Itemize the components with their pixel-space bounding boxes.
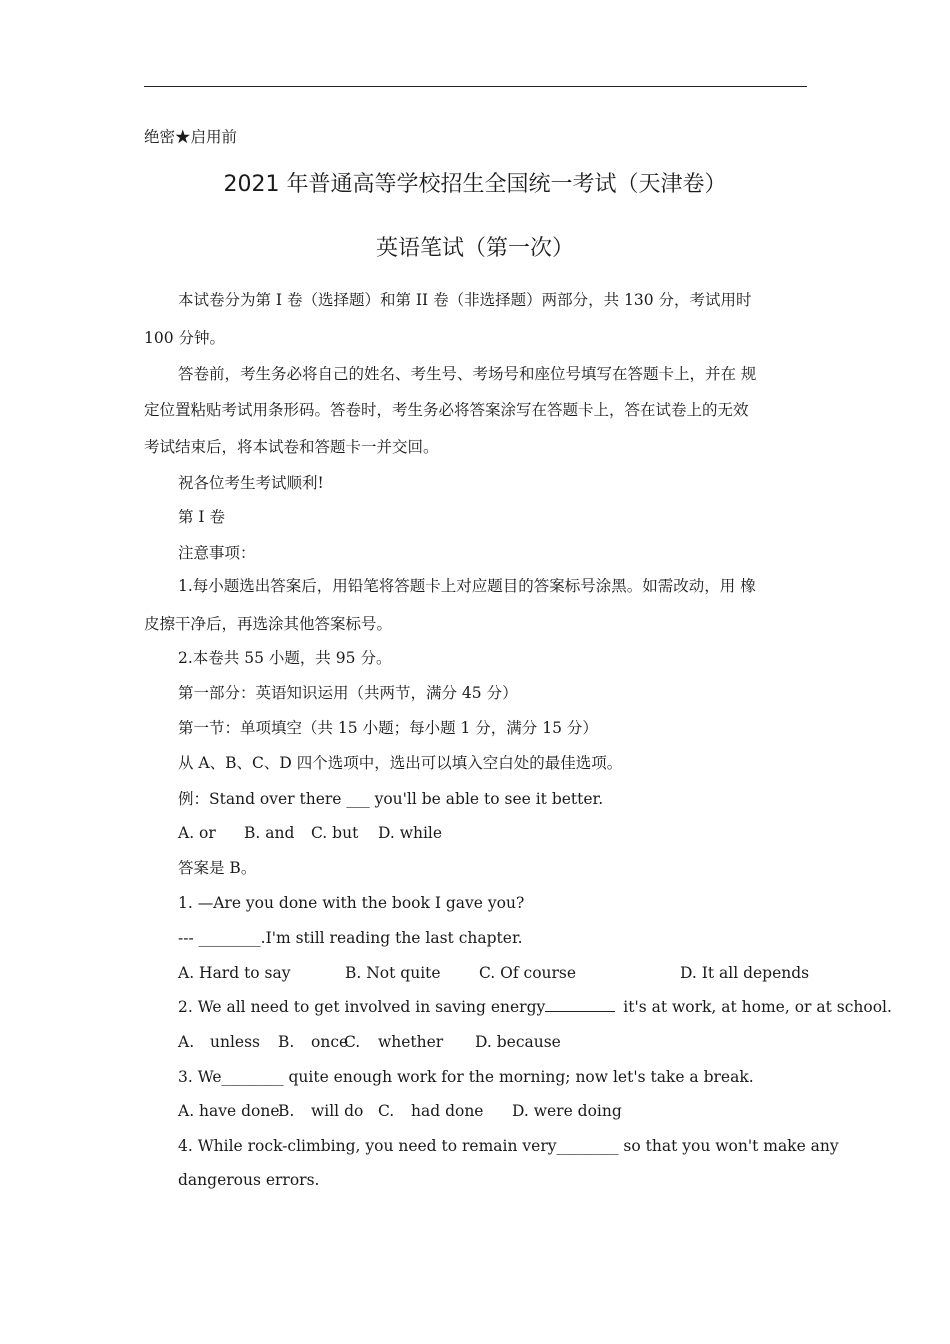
part-heading: 第一部分：英语知识运用（共两节，满分 45 分） [178,684,518,702]
question-option: will do [311,1102,364,1120]
intro-line: 定位置粘贴考试用条形码。答卷时，考生务必将答案涂写在答题卡上，答在试卷上的无效 [144,401,749,419]
question-option: B. Not quite [345,964,441,982]
question-option: D. because [475,1033,561,1051]
section-heading: 第一节：单项填空（共 15 小题；每小题 1 分，满分 15 分） [178,719,598,737]
question-option: A. have done [178,1102,280,1120]
answer-blank [545,997,615,1012]
notice-item: 皮擦干净后，再选涂其他答案标号。 [144,615,393,633]
question-option: B. [278,1033,295,1051]
volume-label: 第 I 卷 [178,508,225,526]
example-stem: 例：Stand over there ___ you'll be able to see it better. [178,790,604,808]
question-option: C. [378,1102,395,1120]
header-rule [144,86,807,87]
question-stem-after: it's at work, at home, or at school. [623,998,892,1016]
instruction-text: 从 A、B、C、D 四个选项中，选出可以填入空白处的最佳选项。 [178,754,623,772]
intro-line: 本试卷分为第 I 卷（选择题）和第 II 卷（非选择题）两部分，共 130 分，考试用时 [178,291,752,309]
question-stem [178,997,892,1017]
wish-text: 祝各位考生考试顺利! [178,474,324,492]
question-stem: dangerous errors. [178,1171,320,1189]
question-option: whether [378,1033,444,1051]
question-option: D. were doing [512,1102,622,1120]
example-option: B. and [244,824,295,842]
question-option: C. Of course [479,964,577,982]
example-answer: 答案是 B。 [178,859,257,877]
notice-heading: 注意事项： [178,544,256,562]
question-option: C. [344,1033,361,1051]
question-option: D. It all depends [680,964,810,982]
question-stem: 3. We________ quite enough work for the morning; now let's take a break. [178,1068,754,1086]
question-option: B. [278,1102,295,1120]
question-option: unless [210,1033,261,1051]
question-stem-before: 2. We all need to get involved in saving energy [178,998,546,1016]
intro-line: 100 分钟。 [144,329,226,347]
example-option: C. but [311,824,359,842]
notice-item: 1.每小题选出答案后，用铅笔将答题卡上对应题目的答案标号涂黑。如需改动，用 橡 [178,577,756,595]
question-option: once [311,1033,349,1051]
intro-line: 考试结束后，将本试卷和答题卡一并交回。 [144,438,439,456]
question-option: A. Hard to say [178,964,291,982]
exam-subtitle: 英语笔试（第一次） [375,236,574,261]
question-stem: 1. —Are you done with the book I gave you? [178,894,525,912]
secret-mark: 绝密★启用前 [144,128,238,146]
question-option: A. [178,1033,195,1051]
example-option: A. or [178,824,216,842]
question-option: had done [411,1102,484,1120]
exam-title: 2021 年普通高等学校招生全国统一考试（天津卷） [223,172,727,197]
notice-item: 2.本卷共 55 小题，共 95 分。 [178,649,392,667]
example-option: D. while [378,824,443,842]
question-stem: 4. While rock-climbing, you need to remain very________ so that you won't make any [178,1137,839,1155]
intro-line: 答卷前，考生务必将自己的姓名、考生号、考场号和座位号填写在答题卡上，并在 规 [178,365,757,383]
question-stem: --- ________.I'm still reading the last chapter. [178,929,523,947]
